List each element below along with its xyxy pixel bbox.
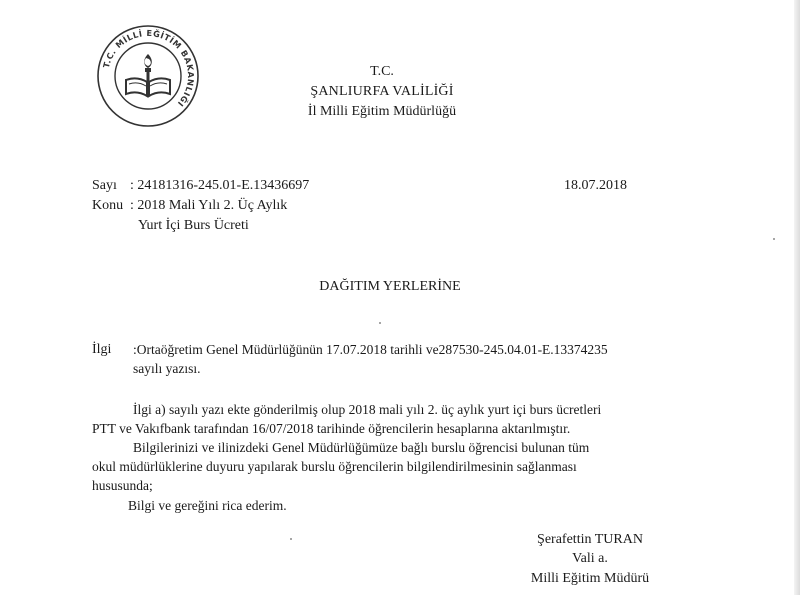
konu-label: Konu	[92, 198, 124, 213]
document-date: 18.07.2018	[564, 178, 627, 193]
signature-name: Şerafettin TURAN	[537, 532, 643, 547]
body-p3: Bilgi ve gereğini rica ederim.	[128, 498, 287, 513]
header-tc: T.C.	[370, 64, 394, 79]
seal-ring-text: T.C. MİLLİ EĞİTİM BAKANLIĞI	[100, 27, 197, 109]
body-p2-line-3: hususunda;	[92, 478, 153, 493]
header-directorate: İl Milli Eğitim Müdürlüğü	[307, 104, 457, 119]
konu-line-2: Yurt İçi Burs Ücreti	[138, 218, 249, 233]
recipient: DAĞITIM YERLERİNE	[319, 279, 461, 294]
scan-speck	[379, 322, 381, 324]
ministry-of-education-seal-icon	[96, 24, 200, 128]
signature-title-2: Milli Eğitim Müdürü	[530, 571, 650, 586]
body-p2-line-2: okul müdürlüklerine duyuru yapılarak burslu öğrencilerin bilgilendirilmesinin sağlanması	[92, 459, 577, 474]
konu-line-1: : 2018 Mali Yılı 2. Üç Aylık	[130, 198, 288, 213]
body-p1-line-2: PTT ve Vakıfbank tarafından 16/07/2018 tarihinde öğrencilerin hesaplarına aktarılmıştır.	[92, 421, 571, 436]
body-p1-line-1: İlgi a) sayılı yazı ekte gönderilmiş olup 2018 mali yılı 2. üç aylık yurt içi burs ücretleri	[133, 402, 602, 417]
scan-speck	[290, 538, 292, 540]
scan-edge	[794, 0, 800, 595]
scan-speck	[773, 238, 775, 240]
ilgi-label: İlgi	[92, 342, 112, 357]
ilgi-line-2: sayılı yazısı.	[133, 361, 201, 376]
signature-title-1: Vali a.	[572, 551, 608, 566]
header-governorship: ŞANLIURFA VALİLİĞİ	[310, 84, 454, 99]
sayi-label: Sayı	[92, 178, 117, 193]
ilgi-line-1: :Ortaöğretim Genel Müdürlüğünün 17.07.2018 tarihli ve287530-245.04.01-E.13374235	[133, 342, 608, 357]
body-p2-line-1: Bilgilerinizi ve ilinizdeki Genel Müdürlüğümüze bağlı burslu öğrencisi bulunan tüm	[133, 440, 590, 455]
sayi-value: : 24181316-245.01-E.13436697	[130, 178, 310, 193]
